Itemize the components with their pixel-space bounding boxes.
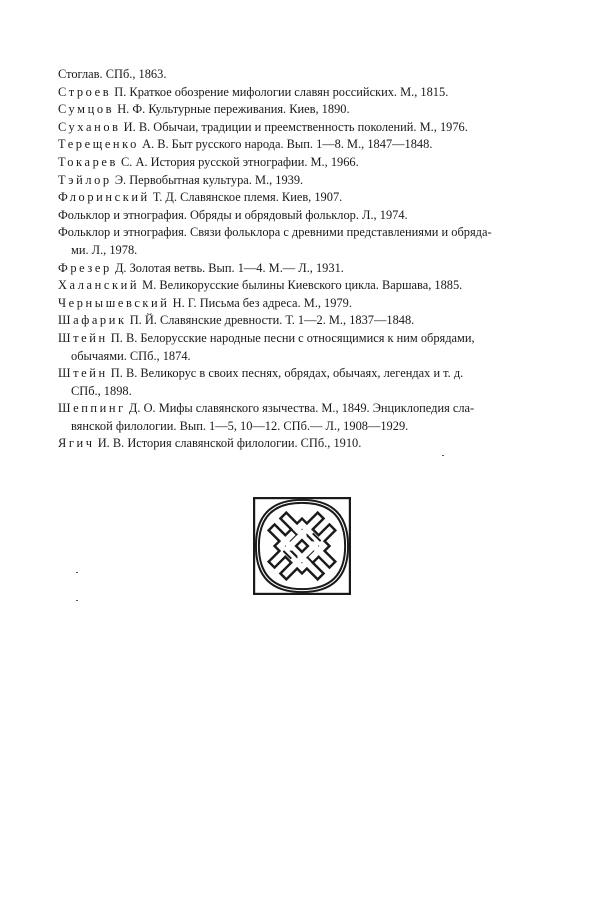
entry-text: С. А. История русской этнографии. М., 1966. xyxy=(121,154,359,169)
entry-text: П. В. Великорус в своих песнях, обрядах, обычаях, легендах и т. д. xyxy=(110,366,464,381)
entry-author: Ягич xyxy=(58,436,95,451)
entry-author: Суханов xyxy=(58,119,121,134)
entry-text: Э. Первобытная культура. М., 1939. xyxy=(114,172,304,187)
entry-continuation: ми. Л., 1978. xyxy=(71,242,138,257)
entry-text: Фольклор и этнография. Обряды и обрядовый фольклор. Л., 1974. xyxy=(58,207,408,222)
bibliography-entry xyxy=(58,312,552,330)
bibliography-entry xyxy=(58,277,552,295)
bibliography-entry xyxy=(58,154,552,172)
entry-text: И. В. История славянской филологии. СПб., 1910. xyxy=(97,436,362,451)
bibliography-entry xyxy=(58,330,552,365)
entry-author: Шеппинг xyxy=(58,401,126,416)
bibliography-entry xyxy=(58,260,552,278)
entry-author: Терещенко xyxy=(58,137,139,152)
entry-author: Шафарик xyxy=(58,313,127,328)
entry-author: Чернышевский xyxy=(58,295,170,310)
entry-text: М. Великорусские былины Киевского цикла. Варшава, 1885. xyxy=(142,278,463,293)
bibliography-entry xyxy=(58,365,552,400)
entry-text: И. В. Обычаи, традиции и преемственность поколений. М., 1976. xyxy=(123,119,468,134)
entry-text: Т. Д. Славянское племя. Киев, 1907. xyxy=(152,190,343,205)
entry-text: Д. Золотая ветвь. Вып. 1—4. М.— Л., 1931. xyxy=(114,260,344,275)
entry-text: П. В. Белорусские народные песни с относящимися к ним обрядами, xyxy=(110,330,475,345)
bibliography-entry xyxy=(58,400,552,435)
print-speck xyxy=(76,600,78,601)
bibliography-list xyxy=(58,66,552,453)
bibliography-entry xyxy=(58,101,552,119)
entry-author: Строев xyxy=(58,84,112,99)
entry-text: П. Краткое обозрение мифологии славян российских. М., 1815. xyxy=(114,84,449,99)
entry-text: Фольклор и этнография. Связи фольклора с древними представлениями и обряда- xyxy=(58,225,492,240)
bibliography-entry xyxy=(58,435,552,453)
entry-author: Штейн xyxy=(58,366,108,381)
entry-text: Стоглав. СПб., 1863. xyxy=(58,67,167,81)
entry-author: Флоринский xyxy=(58,190,150,205)
print-speck xyxy=(442,455,444,456)
bibliography-entry xyxy=(58,224,552,259)
entry-text: А. В. Быт русского народа. Вып. 1—8. М., 1847—1848. xyxy=(142,137,433,152)
bibliography-entry xyxy=(58,119,552,137)
entry-author: Штейн xyxy=(58,330,108,345)
entry-author: Халанский xyxy=(58,278,140,293)
bibliography-entry xyxy=(58,189,552,207)
entry-author: Тэйлор xyxy=(58,172,112,187)
bibliography-entry xyxy=(58,136,552,154)
entry-text: Н. Г. Письма без адреса. М., 1979. xyxy=(172,295,352,310)
entry-text: П. Й. Славянские древности. Т. 1—2. М., 1837—1848. xyxy=(129,313,415,328)
bibliography-entry xyxy=(58,295,552,313)
entry-author: Сумцов xyxy=(58,102,115,117)
entry-author: Фрезер xyxy=(58,260,112,275)
celtic-knot-ornament-icon xyxy=(253,497,351,595)
entry-author: Токарев xyxy=(58,154,118,169)
bibliography-entry xyxy=(58,66,552,84)
bibliography-entry xyxy=(58,172,552,190)
bibliography-entry xyxy=(58,84,552,102)
entry-continuation: вянской филологии. Вып. 1—5, 10—12. СПб.— Л., 1908—1929. xyxy=(71,418,409,433)
entry-continuation: обычаями. СПб., 1874. xyxy=(71,348,191,363)
entry-text: Д. О. Мифы славянского язычества. М., 1849. Энциклопедия сла- xyxy=(128,401,475,416)
entry-continuation: СПб., 1898. xyxy=(71,383,132,398)
print-speck xyxy=(76,572,78,573)
bibliography-entry xyxy=(58,207,552,225)
entry-text: Н. Ф. Культурные переживания. Киев, 1890. xyxy=(117,102,350,117)
